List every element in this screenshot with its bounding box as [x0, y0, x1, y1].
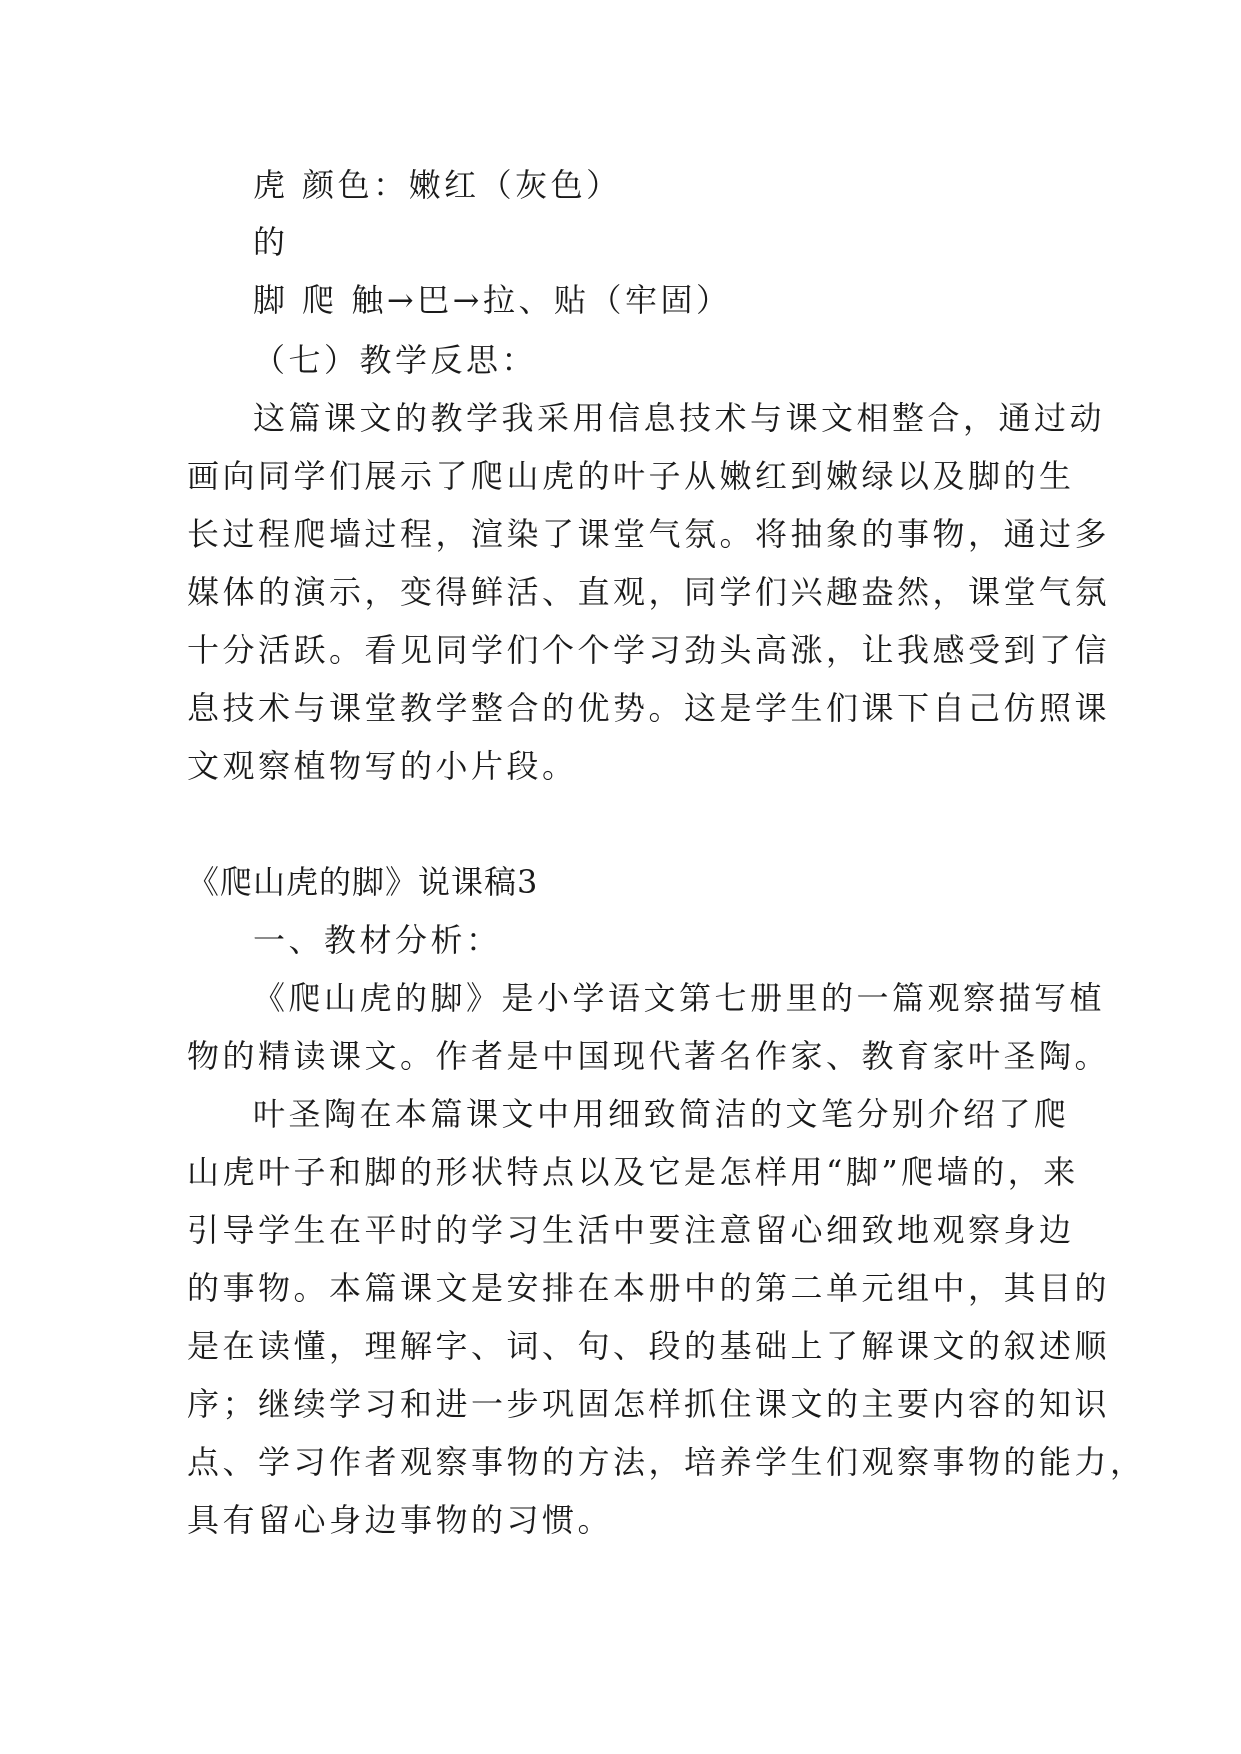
paragraph-line: 山虎叶子和脚的形状特点以及它是怎样用“脚”爬墙的，来	[187, 1153, 1079, 1191]
paragraph-line: 文观察植物写的小片段。	[187, 747, 578, 785]
diagram-line-of: 的	[253, 223, 289, 261]
paragraph-line: 物的精读课文。作者是中国现代著名作家、教育家叶圣陶。	[187, 1037, 1111, 1075]
diagram-line-foot: 脚 爬 触→巴→拉、贴（牢固）	[253, 281, 732, 319]
paragraph-line: 的事物。本篇课文是安排在本册中的第二单元组中，其目的	[187, 1269, 1111, 1307]
paragraph-line: 是在读懂，理解字、词、句、段的基础上了解课文的叙述顺	[187, 1327, 1111, 1365]
paragraph-line: 具有留心身边事物的习惯。	[187, 1501, 614, 1539]
paragraph-line: 长过程爬墙过程，渲染了课堂气氛。将抽象的事物，通过多	[187, 515, 1111, 553]
document-title: 《爬山虎的脚》说课稿3	[187, 863, 539, 901]
paragraph-line: 十分活跃。看见同学们个个学习劲头高涨，让我感受到了信	[187, 631, 1111, 669]
paragraph-line: 点、学习作者观察事物的方法，培养学生们观察事物的能力，	[187, 1443, 1146, 1481]
diagram-line-color: 虎 颜色：嫩红（灰色）	[253, 166, 622, 204]
paragraph-line: 媒体的演示，变得鲜活、直观，同学们兴趣盎然，课堂气氛	[187, 573, 1111, 611]
section-heading-analysis: 一、教材分析：	[253, 921, 502, 959]
paragraph-line: 这篇课文的教学我采用信息技术与课文相整合，通过动	[253, 399, 1106, 437]
paragraph-line: 叶圣陶在本篇课文中用细致简洁的文笔分别介绍了爬	[253, 1095, 1070, 1133]
paragraph-line: 《爬山虎的脚》是小学语文第七册里的一篇观察描写植	[253, 979, 1106, 1017]
section-heading-reflection: （七）教学反思：	[253, 341, 538, 379]
paragraph-line: 引导学生在平时的学习生活中要注意留心细致地观察身边	[187, 1211, 1075, 1249]
paragraph-line: 画向同学们展示了爬山虎的叶子从嫩红到嫩绿以及脚的生	[187, 457, 1075, 495]
paragraph-line: 息技术与课堂教学整合的优势。这是学生们课下自己仿照课	[187, 689, 1111, 727]
paragraph-line: 序；继续学习和进一步巩固怎样抓住课文的主要内容的知识	[187, 1385, 1111, 1423]
